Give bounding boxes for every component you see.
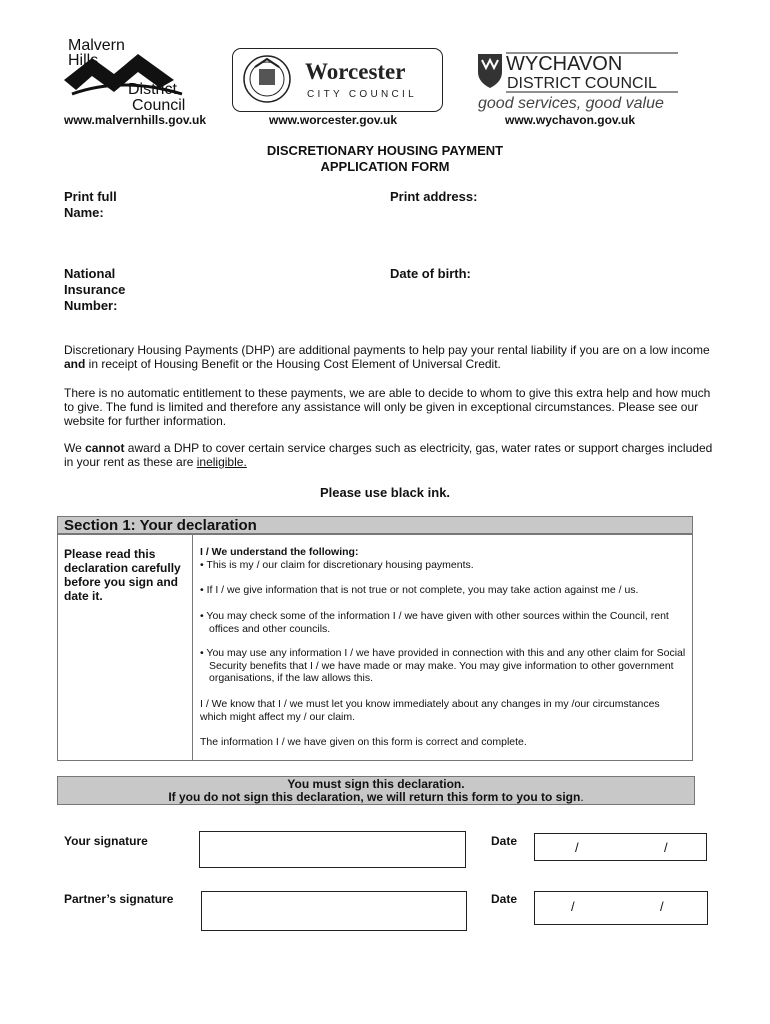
partner-date-label: Date — [491, 892, 518, 906]
form-title-line2: APPLICATION FORM — [320, 159, 450, 174]
form-title-line1: DISCRETIONARY HOUSING PAYMENT — [266, 143, 504, 158]
your-date-label: Date — [491, 834, 518, 848]
p1-text-c: in receipt of Housing Benefit or the Housing Cost Element of Universal Credit. — [85, 357, 501, 371]
your-date-slash-1: / — [575, 840, 579, 855]
intro-paragraph-2: There is no automatic entitlement to these payments, we are able to decide to whom to give this extra help and how much to give. The fund is limited and therefore any assistance will only be given in exceptional circumstances. Please see our website for further information. — [64, 386, 711, 428]
worcester-url-link[interactable]: www.worcester.gov.uk — [269, 113, 398, 127]
worcester-logo-sub: CITY COUNCIL — [307, 89, 417, 100]
intro-paragraph-3 — [64, 441, 714, 469]
partner-date-slash-2: / — [660, 899, 664, 914]
declaration-heading: I / We understand the following: — [200, 546, 359, 558]
worcester-crest-icon — [233, 49, 439, 109]
sign-banner-period: . — [580, 790, 584, 804]
worcester-logo-name: Worcester — [305, 59, 406, 84]
p1-text-a: Discretionary Housing Payments (DHP) are additional payments to help pay your rental liability if you are on a low income — [64, 343, 710, 357]
wychavon-logo — [476, 52, 681, 114]
declaration-bullet-1: • This is my / our claim for discretionary housing payments. — [200, 559, 474, 571]
wychavon-logo-name: WYCHAVON — [506, 53, 623, 75]
sign-declaration-banner — [57, 776, 695, 805]
partner-date-field[interactable] — [534, 891, 708, 925]
p3-text-a: We — [64, 441, 86, 455]
address-label: Print address: — [390, 189, 478, 204]
sign-banner-line1: You must sign this declaration. — [287, 777, 465, 791]
p3-text-c: award a DHP to cover certain service charges such as electricity, gas, water rates or support charges included in your rent as these are — [64, 441, 713, 469]
declaration-paragraph-correct: The information I / we have given on this form is correct and complete. — [200, 736, 527, 748]
sign-banner-line2-text: If you do not sign this declaration, we will return this form to you to sign — [168, 790, 581, 804]
declaration-bullet-3: • You may check some of the information I / we have given with other sources within the Council, rent offices and other councils. — [200, 610, 669, 635]
p3-text-underlined: ineligible. — [196, 455, 247, 469]
full-name-label-line2: Name: — [64, 205, 104, 220]
partner-date-slash-1: / — [571, 899, 575, 914]
malvern-hills-logo — [62, 36, 197, 112]
your-date-field[interactable] — [534, 833, 707, 861]
malvern-logo-word-1: Malvern — [68, 37, 125, 54]
your-signature-field[interactable] — [199, 831, 466, 868]
malvern-url-link[interactable]: www.malvernhills.gov.uk — [64, 113, 207, 127]
your-signature-label: Your signature — [64, 834, 148, 848]
partner-signature-label: Partner’s signature — [64, 892, 174, 906]
ni-label-line2: Insurance — [64, 282, 126, 297]
malvern-logo-word-4: Council — [132, 97, 186, 112]
ni-number-label — [64, 266, 125, 314]
declaration-bullet-2: • If I / we give information that is not true or not complete, you may take action against me / us. — [200, 584, 639, 596]
ni-label-line3: Number: — [64, 298, 118, 313]
worcester-logo — [232, 48, 443, 112]
malvern-hills-icon — [62, 36, 197, 112]
p1-text-bold: and — [64, 357, 86, 371]
wychavon-logo-sub: DISTRICT COUNCIL — [507, 75, 657, 92]
partner-signature-field[interactable] — [201, 891, 467, 931]
malvern-logo-word-2: Hills — [68, 52, 99, 69]
p3-text-bold: cannot — [85, 441, 125, 455]
wychavon-shield-icon — [476, 52, 681, 114]
intro-paragraph-1 — [64, 343, 714, 371]
wychavon-url-link[interactable]: www.wychavon.gov.uk — [505, 113, 636, 127]
black-ink-notice: Please use black ink. — [319, 485, 451, 500]
full-name-label-line1: Print full — [64, 189, 117, 204]
section1-divider — [192, 534, 193, 761]
malvern-logo-word-3: District — [128, 81, 177, 98]
sign-banner-line2 — [58, 791, 694, 804]
ni-label-line1: National — [64, 266, 116, 281]
dob-label: Date of birth: — [390, 266, 471, 281]
section1-heading: Section 1: Your declaration — [57, 516, 693, 534]
section1-instruction: Please read this declaration carefully before you sign and date it. — [64, 547, 181, 603]
declaration-paragraph-changes: I / We know that I / we must let you know immediately about any changes in my /our circumstances which might affect my / our claim. — [200, 698, 660, 723]
full-name-label — [64, 189, 117, 221]
wychavon-logo-tagline: good services, good value — [478, 95, 664, 112]
your-date-slash-2: / — [664, 840, 668, 855]
declaration-bullet-4: • You may use any information I / we have provided in connection with this and any other claim for Social Security benefits that I / we have made or may make. You may give information to other government organisations, if the law allows this. — [200, 647, 686, 684]
